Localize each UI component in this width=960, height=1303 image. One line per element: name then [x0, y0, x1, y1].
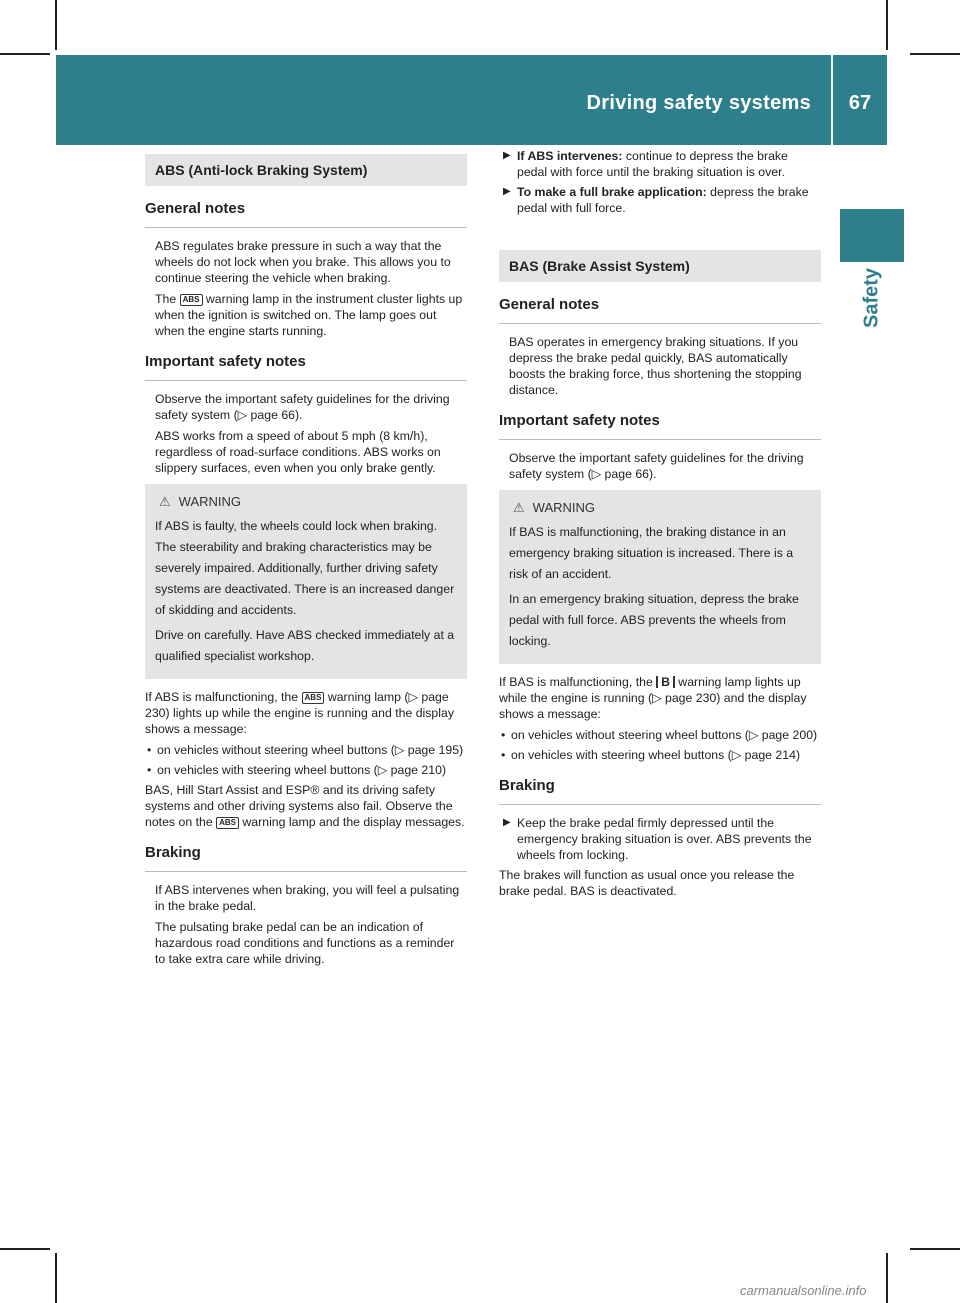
section-heading: BAS (Brake Assist System): [499, 250, 821, 282]
warning-text: If BAS is malfunctioning, the braking distance in an emergency braking situation is increased. There is a risk of an accident.: [509, 525, 794, 581]
right-column: [499, 148, 821, 904]
paragraph: ABS regulates brake pressure in such a way that the wheels do not lock when you brake. This allows you to continue steering the vehicle when braking.: [155, 239, 451, 285]
subheading: Important safety notes: [145, 353, 467, 381]
instruction-step: ▶ Keep the brake pedal firmly depressed until the emergency braking situation is over. ABS prevents the wheels from locking.: [503, 816, 812, 862]
paragraph: The ABS warning lamp in the instrument cluster lights up when the ignition is switched on. The lamp goes out when the engine starts running.: [155, 292, 463, 338]
chapter-marker: [840, 209, 904, 262]
chapter-tab-label: Safety: [860, 267, 883, 329]
paragraph: Observe the important safety guidelines for the driving safety system (▷ page 66).: [155, 392, 450, 422]
arrow-icon: ▶: [503, 150, 511, 161]
subheading: Braking: [145, 844, 467, 872]
subheading: General notes: [499, 296, 821, 324]
subheading: General notes: [145, 200, 467, 228]
paragraph: Observe the important safety guidelines for the driving safety system (▷ page 66).: [509, 451, 804, 481]
crop-mark: [55, 0, 57, 50]
chapter-tab: [838, 262, 906, 334]
subheading: Braking: [499, 777, 821, 805]
page-number-box: [833, 55, 887, 145]
paragraph: If ABS is malfunctioning, the ABS warning lamp (▷ page 230) lights up while the engine is running and the display shows a message:: [145, 690, 454, 736]
warning-text: Drive on carefully. Have ABS checked immediately at a qualified specialist workshop.: [155, 628, 455, 663]
paragraph: BAS, Hill Start Assist and ESP® and its driving safety systems and other driving systems also fail. Observe the notes on the ABS warning lamp and the display messages.: [145, 783, 465, 829]
list-item: • on vehicles with steering wheel buttons (▷ page 210): [145, 762, 467, 778]
warning-box: [145, 484, 467, 679]
warning-text: In an emergency braking situation, depress the brake pedal with full force. ABS prevents the wheels from locking.: [509, 592, 799, 648]
paragraph: If BAS is malfunctioning, the B warning lamp lights up while the engine is running (▷ page 230) and the display shows a message:: [499, 675, 807, 721]
abs-warning-lamp-icon: ABS: [302, 692, 325, 704]
page-number: 67: [848, 92, 872, 114]
warning-triangle-icon: ⚠: [513, 500, 525, 515]
list-item: • on vehicles without steering wheel buttons (▷ page 195): [145, 742, 467, 758]
abs-warning-lamp-icon: ABS: [180, 294, 203, 306]
instruction-step: ▶ To make a full brake application: depress the brake pedal with full force.: [503, 185, 809, 215]
crop-mark: [910, 1248, 960, 1250]
crop-mark: [0, 53, 50, 55]
abs-warning-lamp-icon: ABS: [216, 817, 239, 829]
instruction-step: ▶ If ABS intervenes: continue to depress the brake pedal with force until the braking situation is over.: [503, 149, 788, 179]
subheading: Important safety notes: [499, 412, 821, 440]
left-column: [145, 148, 467, 972]
crop-mark: [0, 1248, 50, 1250]
warning-title: ⚠ WARNING: [513, 500, 596, 515]
warning-triangle-icon: ⚠: [159, 494, 171, 509]
warning-text: If ABS is faulty, the wheels could lock when braking. The steerability and braking characteristics may be severely impaired. Additionally, further driving safety systems are deactivated. There is an increased danger of skidding and accidents.: [155, 519, 455, 617]
list-item: • on vehicles without steering wheel buttons (▷ page 200): [499, 727, 821, 743]
section-title: Driving safety systems: [586, 92, 811, 114]
bas-warning-lamp-icon: B: [656, 676, 675, 688]
list-item: • on vehicles with steering wheel buttons (▷ page 214): [499, 747, 821, 763]
section-heading: ABS (Anti-lock Braking System): [145, 154, 467, 186]
warning-box: [499, 490, 821, 664]
paragraph: If ABS intervenes when braking, you will feel a pulsating in the brake pedal.: [155, 883, 460, 913]
watermark: carmanualsonline.info: [740, 1283, 867, 1298]
warning-title: ⚠ WARNING: [159, 494, 242, 509]
arrow-icon: ▶: [503, 186, 511, 197]
paragraph: The brakes will function as usual once you release the brake pedal. BAS is deactivated.: [499, 868, 795, 898]
crop-mark: [910, 53, 960, 55]
paragraph: ABS works from a speed of about 5 mph (8 km/h), regardless of road-surface conditions. ABS works on slippery surfaces, even when you only brake gently.: [155, 429, 441, 475]
crop-mark: [886, 1253, 888, 1303]
page-header: [56, 55, 831, 145]
crop-mark: [886, 0, 888, 50]
crop-mark: [55, 1253, 57, 1303]
paragraph: BAS operates in emergency braking situations. If you depress the brake pedal quickly, BAS automatically boosts the braking force, thus shortening the stopping distance.: [509, 335, 802, 397]
paragraph: The pulsating brake pedal can be an indication of hazardous road conditions and functions as a reminder to take extra care while driving.: [155, 920, 455, 966]
arrow-icon: ▶: [503, 817, 511, 828]
